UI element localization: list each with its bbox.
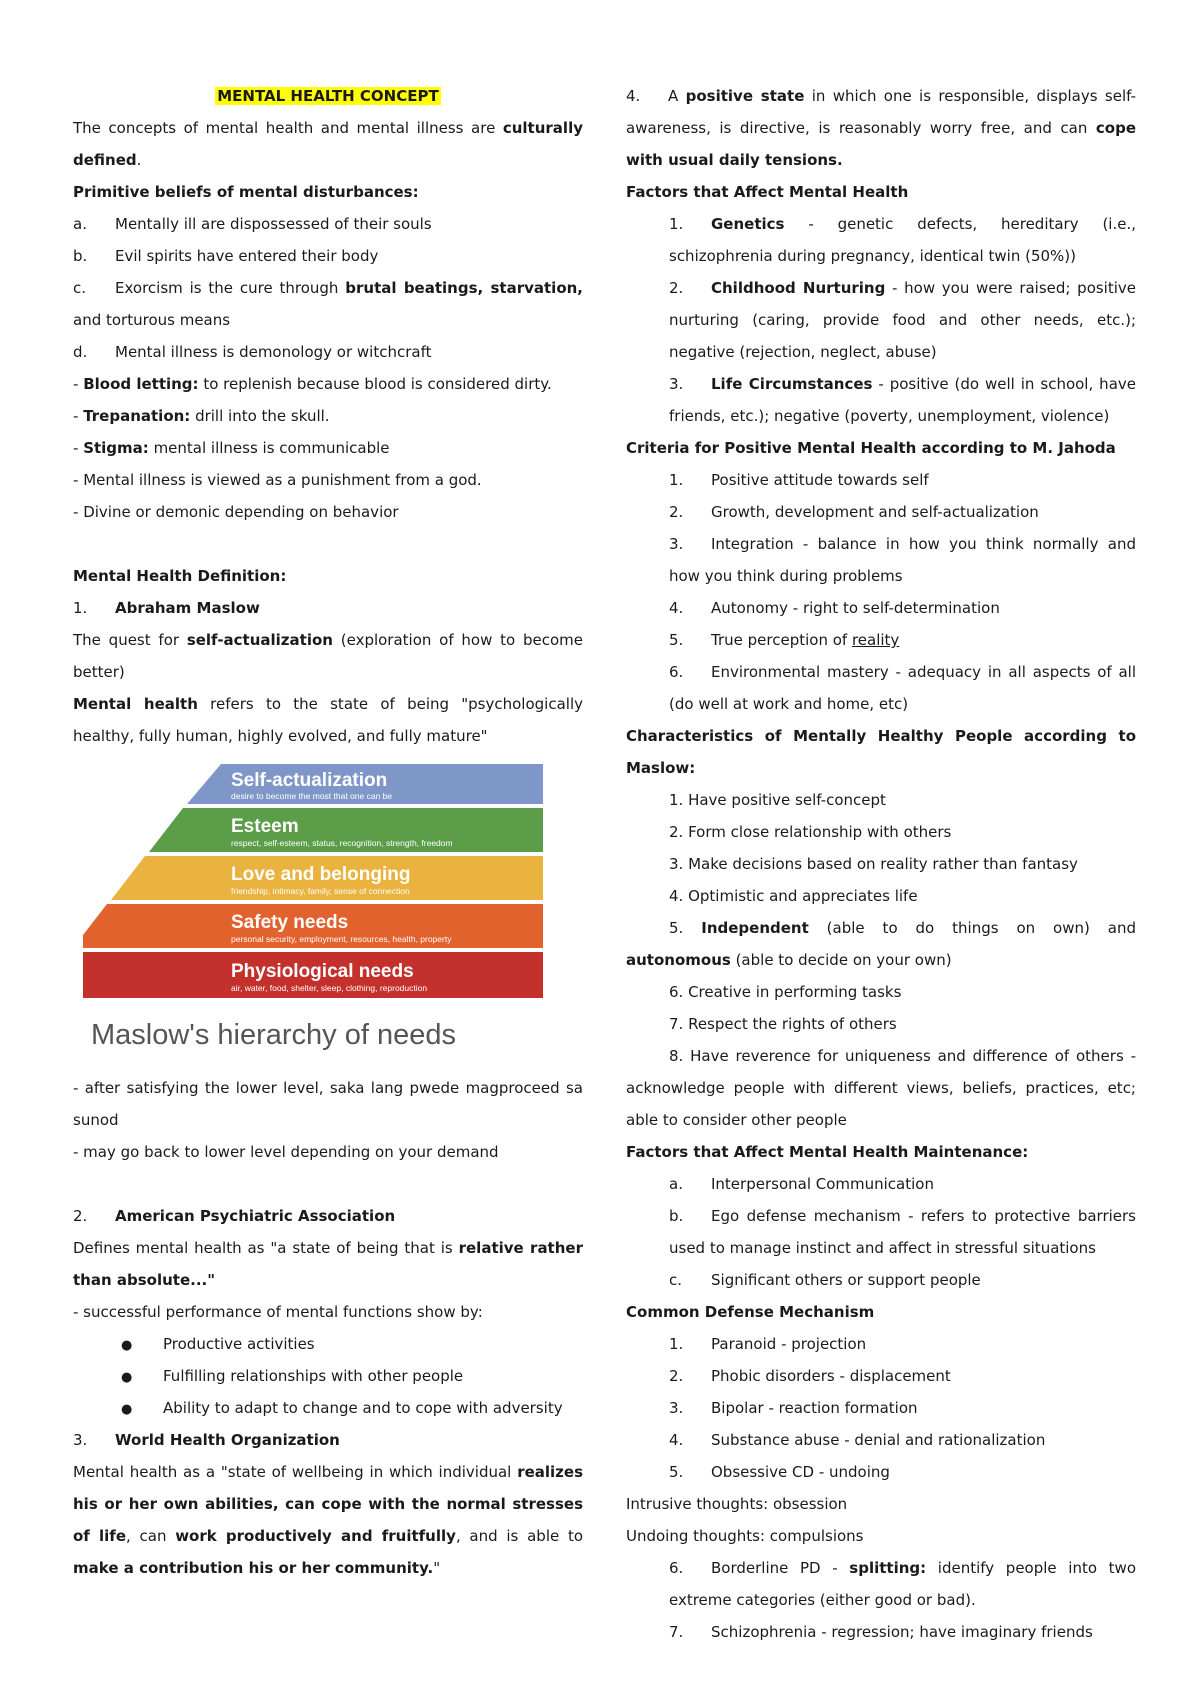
- text: - positive (do well in school, have: [872, 375, 1136, 393]
- text: 8. Have reverence for uniqueness and difference of others -: [669, 1047, 1136, 1065]
- maslow-mh-line: [73, 688, 583, 720]
- bold-text: Independent: [701, 919, 809, 937]
- bullet-text: Ability to adapt to change and to cope with adversity: [163, 1399, 563, 1417]
- dash-bold: Trepanation:: [83, 407, 191, 425]
- dash-item-punishment: - Mental illness is viewed as a punishment from a god.: [73, 471, 482, 489]
- text: Intrusive thoughts: obsession: [626, 1495, 848, 1513]
- primitive-heading-text: Primitive beliefs of mental disturbances:: [73, 183, 419, 201]
- characteristic-item-5: [626, 912, 1136, 944]
- text: identify people into two: [926, 1559, 1136, 1577]
- dash-item-divine: - Divine or demonic depending on behavior: [73, 503, 399, 521]
- jahoda-item-cont: [626, 560, 1136, 592]
- intro-bold: culturally: [502, 119, 583, 137]
- item-marker: 6.: [669, 663, 684, 681]
- text: Autonomy - right to self-determination: [711, 599, 1000, 617]
- dash-item-trepanation: - Trepanation: drill into the skull.: [73, 407, 330, 425]
- defense-heading: [626, 1296, 1136, 1328]
- jahoda-item-cont: [626, 688, 1136, 720]
- factor-childhood: [626, 272, 1136, 304]
- bold-text: Characteristics of Mentally Healthy People according to: [626, 727, 1136, 745]
- text: Interpersonal Communication: [711, 1175, 934, 1193]
- text: True perception of: [711, 631, 852, 649]
- who-line-4: [73, 1552, 583, 1584]
- text: Ego defense mechanism - refers to protective barriers: [711, 1207, 1136, 1225]
- factor-life: [626, 368, 1136, 400]
- characteristic-item-8-cont: [626, 1072, 1136, 1104]
- text: able to consider other people: [626, 1111, 847, 1129]
- item-marker: b.: [73, 247, 88, 265]
- document-title: MENTAL HEALTH CONCEPT: [217, 87, 439, 105]
- item-marker: 3.: [669, 1399, 684, 1417]
- left-column: [73, 80, 583, 1584]
- item-text: Mentally ill are dispossessed of their souls: [115, 215, 432, 233]
- item-marker: 2.: [73, 1207, 88, 1225]
- item-text: Evil spirits have entered their body: [115, 247, 379, 265]
- primitive-item-c: [73, 272, 583, 304]
- characteristics-heading: [626, 720, 1136, 752]
- text: Defines mental health as "a state of being that is: [73, 1239, 459, 1257]
- apa-bullet: [73, 1328, 583, 1360]
- dash-text: drill into the skull.: [190, 407, 330, 425]
- maintenance-heading: [626, 1136, 1136, 1168]
- characteristic-item-8: [626, 1040, 1136, 1072]
- text: negative (rejection, neglect, abuse): [669, 343, 937, 361]
- text: Borderline PD -: [711, 1559, 850, 1577]
- bold-text: self-actualization: [186, 631, 333, 649]
- text: nurturing (caring, provide food and other needs, etc.);: [669, 311, 1136, 329]
- dash-bold: Blood letting:: [83, 375, 199, 393]
- item-marker: 6.: [669, 1559, 684, 1577]
- text: 4. Optimistic and appreciates life: [669, 887, 918, 905]
- bold-text: make a contribution his or her community.: [73, 1559, 434, 1577]
- maslow-quest-line: [73, 624, 583, 656]
- jahoda-item: [626, 464, 1136, 496]
- text: used to manage instinct and affect in stressful situations: [669, 1239, 1096, 1257]
- text: 1. Have positive self-concept: [669, 791, 886, 809]
- maslow-pyramid: [83, 760, 573, 1060]
- bold-text: cope: [1095, 119, 1136, 137]
- characteristic-item: [626, 784, 1136, 816]
- apa-def-line-2: [73, 1264, 583, 1296]
- dash-text: mental illness is communicable: [148, 439, 390, 457]
- pyramid-label: Self-actualization: [231, 770, 388, 791]
- primitive-item-d: [73, 336, 583, 368]
- right-column: [626, 80, 1136, 1648]
- primitive-item-b: [73, 240, 583, 272]
- text: awareness, is directive, is reasonably worry free, and can: [626, 119, 1096, 137]
- apa-name: American Psychiatric Association: [115, 1207, 396, 1225]
- characteristic-item: [626, 880, 1136, 912]
- text: A: [668, 87, 686, 105]
- bold-text: his or her own abilities, can cope with the normal stresses: [73, 1495, 583, 1513]
- maintenance-heading-text: Factors that Affect Mental Health Maintenance:: [626, 1143, 1029, 1161]
- text: The quest for: [73, 631, 187, 649]
- pyramid-label: Esteem: [231, 816, 299, 837]
- primitive-item-c-cont: [73, 304, 583, 336]
- item-text: Mental illness is demonology or witchcraft: [115, 343, 432, 361]
- item-marker: 5.: [669, 631, 684, 649]
- defense-item-7: [626, 1616, 1136, 1648]
- item-marker: 4.: [669, 599, 684, 617]
- item-text: Exorcism is the cure through: [115, 279, 346, 297]
- text: healthy, fully human, highly evolved, and fully mature": [73, 727, 488, 745]
- defense-heading-text: Common Defense Mechanism: [626, 1303, 875, 1321]
- after-line-3: [73, 1136, 583, 1168]
- text: , and is able to: [455, 1527, 583, 1545]
- document-title-line: [73, 80, 583, 112]
- text: Significant others or support people: [711, 1271, 981, 1289]
- pyramid-desc: air, water, food, shelter, sleep, clothing, reproduction: [231, 983, 428, 993]
- text: better): [73, 663, 125, 681]
- characteristic-item-8-cont-2: [626, 1104, 1136, 1136]
- intrusive-thoughts: [626, 1488, 1136, 1520]
- factor-childhood-cont-2: [626, 336, 1136, 368]
- maintenance-item-cont: [626, 1232, 1136, 1264]
- item-marker: 2.: [669, 1367, 684, 1385]
- positive-state-line-2: [626, 112, 1136, 144]
- item-marker: 2.: [669, 503, 684, 521]
- intro-line-2: [73, 144, 583, 176]
- item-marker: 4.: [669, 1431, 684, 1449]
- jahoda-item: [626, 528, 1136, 560]
- factor-genetics: [626, 208, 1136, 240]
- bold-text: Maslow:: [626, 759, 696, 777]
- characteristic-item: [626, 976, 1136, 1008]
- maintenance-item: [626, 1264, 1136, 1296]
- intro-bold-2: defined: [73, 151, 137, 169]
- text: - may go back to lower level depending on your demand: [73, 1143, 499, 1161]
- after-line-2: [73, 1104, 583, 1136]
- item-marker: 1.: [73, 599, 88, 617]
- definition-heading: [73, 560, 583, 592]
- jahoda-item: [626, 592, 1136, 624]
- text: Positive attitude towards self: [711, 471, 929, 489]
- text: Substance abuse - denial and rationalization: [711, 1431, 1046, 1449]
- pyramid-label: Physiological needs: [231, 961, 414, 982]
- factors-heading-text: Factors that Affect Mental Health: [626, 183, 909, 201]
- dash-bold: Stigma:: [83, 439, 149, 457]
- maslow-pyramid-figure: [73, 752, 583, 1072]
- text: 7. Respect the rights of others: [669, 1015, 897, 1033]
- maslow-heading: [73, 592, 583, 624]
- defense-item: [626, 1392, 1136, 1424]
- text: Undoing thoughts: compulsions: [626, 1527, 864, 1545]
- maslow-quest-line-2: [73, 656, 583, 688]
- bullet-icon: [73, 1360, 163, 1394]
- factors-heading: [626, 176, 1136, 208]
- reality-link: reality: [851, 631, 900, 649]
- text: how you think during problems: [669, 567, 903, 585]
- who-line-3: [73, 1520, 583, 1552]
- defense-item: [626, 1328, 1136, 1360]
- item-marker: 1.: [669, 215, 684, 233]
- dash-text: Mental illness is viewed as a punishment from a god.: [83, 471, 482, 489]
- pyramid-desc: respect, self-esteem, status, recognition, strength, freedom: [231, 838, 453, 848]
- bold-text: positive state: [685, 87, 805, 105]
- pyramid-desc: personal security, employment, resources, health, property: [231, 934, 452, 944]
- maintenance-item: [626, 1200, 1136, 1232]
- item-marker: 4.: [626, 87, 641, 105]
- item-marker: 1.: [669, 471, 684, 489]
- text: Phobic disorders - displacement: [711, 1367, 951, 1385]
- item-marker: 7.: [669, 1623, 684, 1641]
- text: (able to do things on own) and: [808, 919, 1136, 937]
- defense-item-6-cont: [626, 1584, 1136, 1616]
- definition-heading-text: Mental Health Definition:: [73, 567, 287, 585]
- pyramid-label: Safety needs: [231, 912, 349, 933]
- positive-state-line-3: [626, 144, 1136, 176]
- bold-text: than absolute...": [73, 1271, 216, 1289]
- text: Paranoid - projection: [711, 1335, 867, 1353]
- text: Growth, development and self-actualization: [711, 503, 1039, 521]
- text: - successful performance of mental functions show by:: [73, 1303, 483, 1321]
- bold-text: autonomous: [626, 951, 731, 969]
- bold-text: Mental health: [73, 695, 198, 713]
- text: ": [433, 1559, 441, 1577]
- characteristic-item: [626, 1008, 1136, 1040]
- bold-text: Life Circumstances: [711, 375, 873, 393]
- defense-item: [626, 1360, 1136, 1392]
- item-marker: 3.: [669, 375, 684, 393]
- text: acknowledge people with different views, beliefs, practices, etc;: [626, 1079, 1136, 1097]
- text: extreme categories (either good or bad).: [669, 1591, 976, 1609]
- factor-life-cont: [626, 400, 1136, 432]
- jahoda-heading-text: Criteria for Positive Mental Health according to M. Jahoda: [626, 439, 1116, 457]
- bullet-text: Productive activities: [163, 1335, 315, 1353]
- text: Environmental mastery - adequacy in all aspects of all: [711, 663, 1136, 681]
- bold-text: splitting:: [849, 1559, 927, 1577]
- characteristic-item: [626, 848, 1136, 880]
- maslow-name: Abraham Maslow: [115, 599, 260, 617]
- defense-item-6: [626, 1552, 1136, 1584]
- item-marker: c.: [669, 1271, 683, 1289]
- positive-state-line-1: [626, 80, 1136, 112]
- jahoda-item: [626, 656, 1136, 688]
- text: Mental health as a "state of wellbeing in which individual: [73, 1463, 518, 1481]
- text: (able to decide on your own): [730, 951, 952, 969]
- bold-text: Genetics: [711, 215, 785, 233]
- spacer: [73, 528, 583, 560]
- text: Obsessive CD - undoing: [711, 1463, 890, 1481]
- item-marker: 1.: [669, 1335, 684, 1353]
- text: 6. Creative in performing tasks: [669, 983, 902, 1001]
- spacer: [73, 1168, 583, 1200]
- text: 2. Form close relationship with others: [669, 823, 952, 841]
- text: Bipolar - reaction formation: [711, 1399, 918, 1417]
- text: - after satisfying the lower level, saka lang pwede magproceed sa: [73, 1079, 583, 1097]
- pyramid-caption: Maslow's hierarchy of needs: [91, 1019, 456, 1051]
- primitive-heading: [73, 176, 583, 208]
- intro-line-1: [73, 112, 583, 144]
- item-marker: b.: [669, 1207, 684, 1225]
- apa-bullet: [73, 1360, 583, 1392]
- apa-heading: [73, 1200, 583, 1232]
- text: , can: [126, 1527, 176, 1545]
- item-marker: 2.: [669, 279, 684, 297]
- apa-perf-line: [73, 1296, 583, 1328]
- jahoda-item: [626, 624, 1136, 656]
- maslow-mh-line-2: [73, 720, 583, 752]
- item-marker: a.: [73, 215, 87, 233]
- intro-text: The concepts of mental health and mental illness are: [73, 119, 503, 137]
- characteristic-item-5-cont: [626, 944, 1136, 976]
- defense-item: [626, 1424, 1136, 1456]
- primitive-item-a: [73, 208, 583, 240]
- bullet-icon: [73, 1328, 163, 1362]
- maintenance-item: [626, 1168, 1136, 1200]
- item-marker: c.: [73, 279, 87, 297]
- bold-text: Childhood Nurturing: [711, 279, 886, 297]
- bold-text: of life: [73, 1527, 126, 1545]
- bullet-text: Fulfilling relationships with other people: [163, 1367, 464, 1385]
- defense-item: [626, 1456, 1136, 1488]
- bold-text: work productively and fruitfully: [175, 1527, 456, 1545]
- text: refers to the state of being "psychologically: [197, 695, 583, 713]
- text: in which one is responsible, displays self-: [804, 87, 1136, 105]
- dash-item-stigma: - Stigma: mental illness is communicable: [73, 439, 390, 457]
- bold-text: with usual daily tensions.: [626, 151, 843, 169]
- text: schizophrenia during pregnancy, identical twin (50%)): [669, 247, 1076, 265]
- jahoda-item: [626, 496, 1136, 528]
- who-line-1: [73, 1456, 583, 1488]
- item-bold: brutal beatings, starvation,: [345, 279, 583, 297]
- bullet-icon: [73, 1392, 163, 1426]
- dash-text: to replenish because blood is considered dirty.: [198, 375, 552, 393]
- text: (exploration of how to become: [332, 631, 583, 649]
- item-marker: 3.: [669, 535, 684, 553]
- apa-bullet: [73, 1392, 583, 1424]
- bold-text: realizes: [517, 1463, 583, 1481]
- who-heading: [73, 1424, 583, 1456]
- item-marker: 5.: [669, 919, 684, 937]
- after-line-1: [73, 1072, 583, 1104]
- characteristics-heading-2: [626, 752, 1136, 784]
- factor-childhood-cont: [626, 304, 1136, 336]
- item-marker: 5.: [669, 1463, 684, 1481]
- who-line-2: [73, 1488, 583, 1520]
- intro-period: .: [136, 151, 142, 169]
- dash-item-blood-letting: - Blood letting: to replenish because blood is considered dirty.: [73, 375, 552, 393]
- text: 3. Make decisions based on reality rather than fantasy: [669, 855, 1078, 873]
- jahoda-heading: [626, 432, 1136, 464]
- pyramid-desc: desire to become the most that one can be: [231, 791, 393, 801]
- text: Schizophrenia - regression; have imaginary friends: [711, 1623, 1093, 1641]
- item-marker: 3.: [73, 1431, 88, 1449]
- text: (do well at work and home, etc): [669, 695, 909, 713]
- text: sunod: [73, 1111, 119, 1129]
- item-marker: a.: [669, 1175, 683, 1193]
- item-marker: d.: [73, 343, 88, 361]
- text: - genetic defects, hereditary (i.e.,: [784, 215, 1136, 233]
- text: Integration - balance in how you think normally and: [711, 535, 1136, 553]
- factor-genetics-cont: [626, 240, 1136, 272]
- dash-text: Divine or demonic depending on behavior: [83, 503, 399, 521]
- bold-text: relative rather: [458, 1239, 583, 1257]
- who-name: World Health Organization: [115, 1431, 340, 1449]
- apa-def-line: [73, 1232, 583, 1264]
- pyramid-label: Love and belonging: [231, 864, 411, 885]
- item-text: and torturous means: [73, 311, 231, 329]
- pyramid-desc: friendship, intimacy, family, sense of connection: [231, 886, 410, 896]
- text: - how you were raised; positive: [885, 279, 1136, 297]
- undoing-thoughts: [626, 1520, 1136, 1552]
- characteristic-item: [626, 816, 1136, 848]
- text: friends, etc.); negative (poverty, unemployment, violence): [669, 407, 1110, 425]
